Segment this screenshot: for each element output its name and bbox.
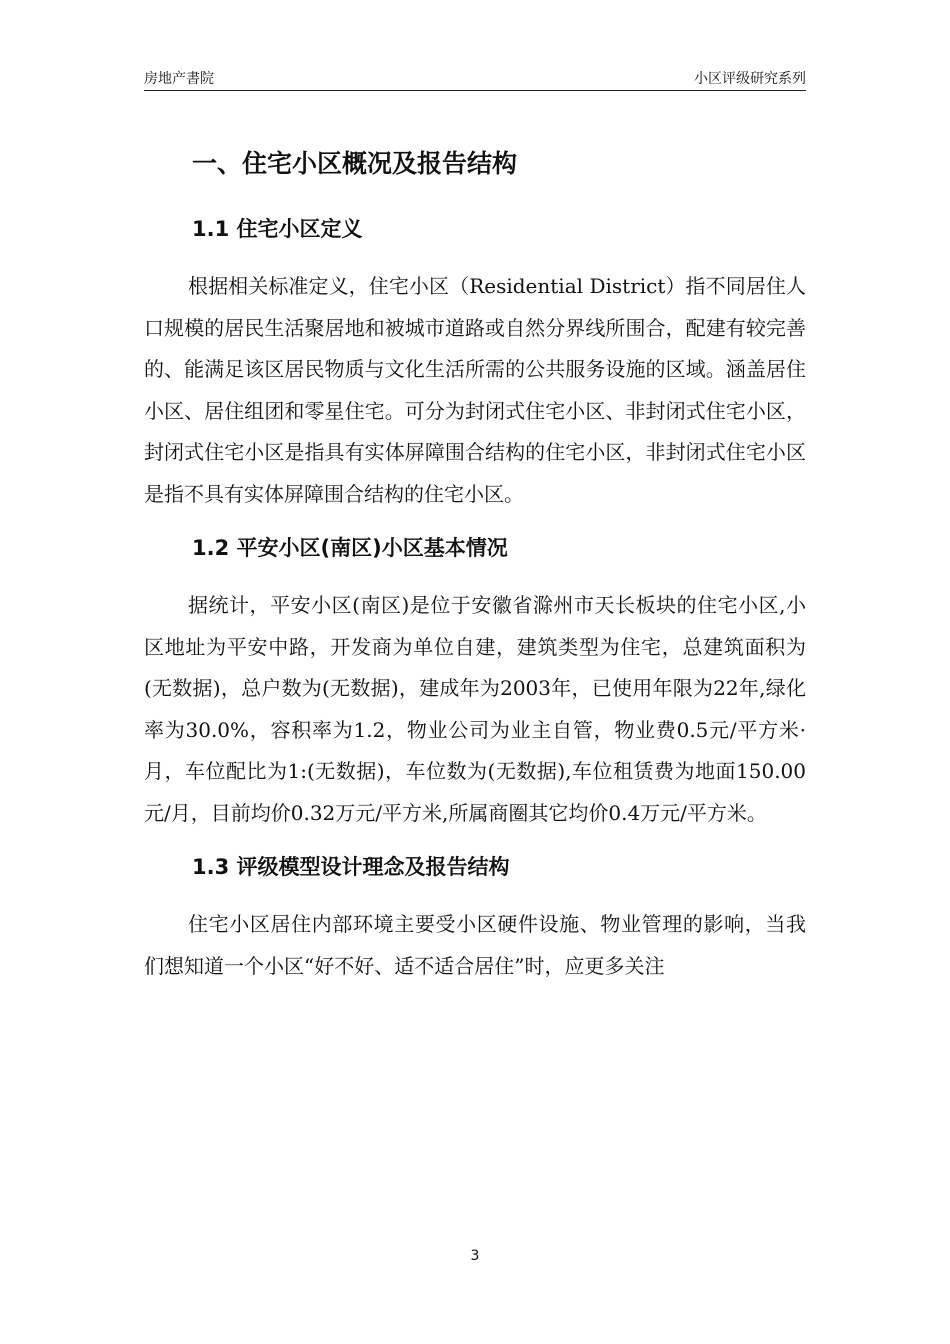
section-paragraph-1-1: 根据相关标准定义，住宅小区（Residential District）指不同居住人口规模的居民生活聚居地和被城市道路或自然分界线所围合，配建有较完善的、能满足该区居民物质与文化生活所需的公共服务设施的区域。涵盖居住小区、居住组团和零星住宅。可分为封闭式住宅小区、非封闭式住宅小区，封闭式住宅小区是指具有实体屏障围合结构的住宅小区，非封闭式住宅小区是指不具有实体屏障围合结构的住宅小区。 bbox=[144, 274, 806, 506]
section-paragraph-1-2: 据统计，平安小区(南区)是位于安徽省滁州市天长板块的住宅小区,小区地址为平安中路，开发商为单位自建，建筑类型为住宅，总建筑面积为(无数据)，总户数为(无数据)，建成年为2003年，已使用年限为22年,绿化率为30.0%，容积率为1.2，物业公司为业主自管，物业费0.5元/平方米·月，车位配比为1:(无数据)，车位数为(无数据),车位租赁费为地面150.00元/月，目前均价0.32万元/平方米,所属商圈其它均价0.4万元/平方米。 bbox=[144, 593, 806, 825]
page-header bbox=[144, 68, 806, 90]
page-number: 3 bbox=[470, 1248, 480, 1264]
header-series: 小区评级研究系列 bbox=[694, 71, 806, 87]
chapter-title: 一、住宅小区概况及报告结构 bbox=[192, 149, 518, 178]
header-divider bbox=[144, 90, 806, 91]
section-paragraph-1-3: 住宅小区居住内部环境主要受小区硬件设施、物业管理的影响，当我们想知道一个小区“好不好、适不适合居住”时，应更多关注 bbox=[144, 912, 806, 978]
section-heading-1-2: 1.2 平安小区(南区)小区基本情况 bbox=[192, 536, 508, 560]
section-heading-1-3: 1.3 评级模型设计理念及报告结构 bbox=[192, 855, 510, 879]
section-heading-1-1: 1.1 住宅小区定义 bbox=[192, 217, 363, 241]
page-body bbox=[144, 144, 806, 987]
header-publisher: 房地产書院 bbox=[144, 71, 214, 87]
